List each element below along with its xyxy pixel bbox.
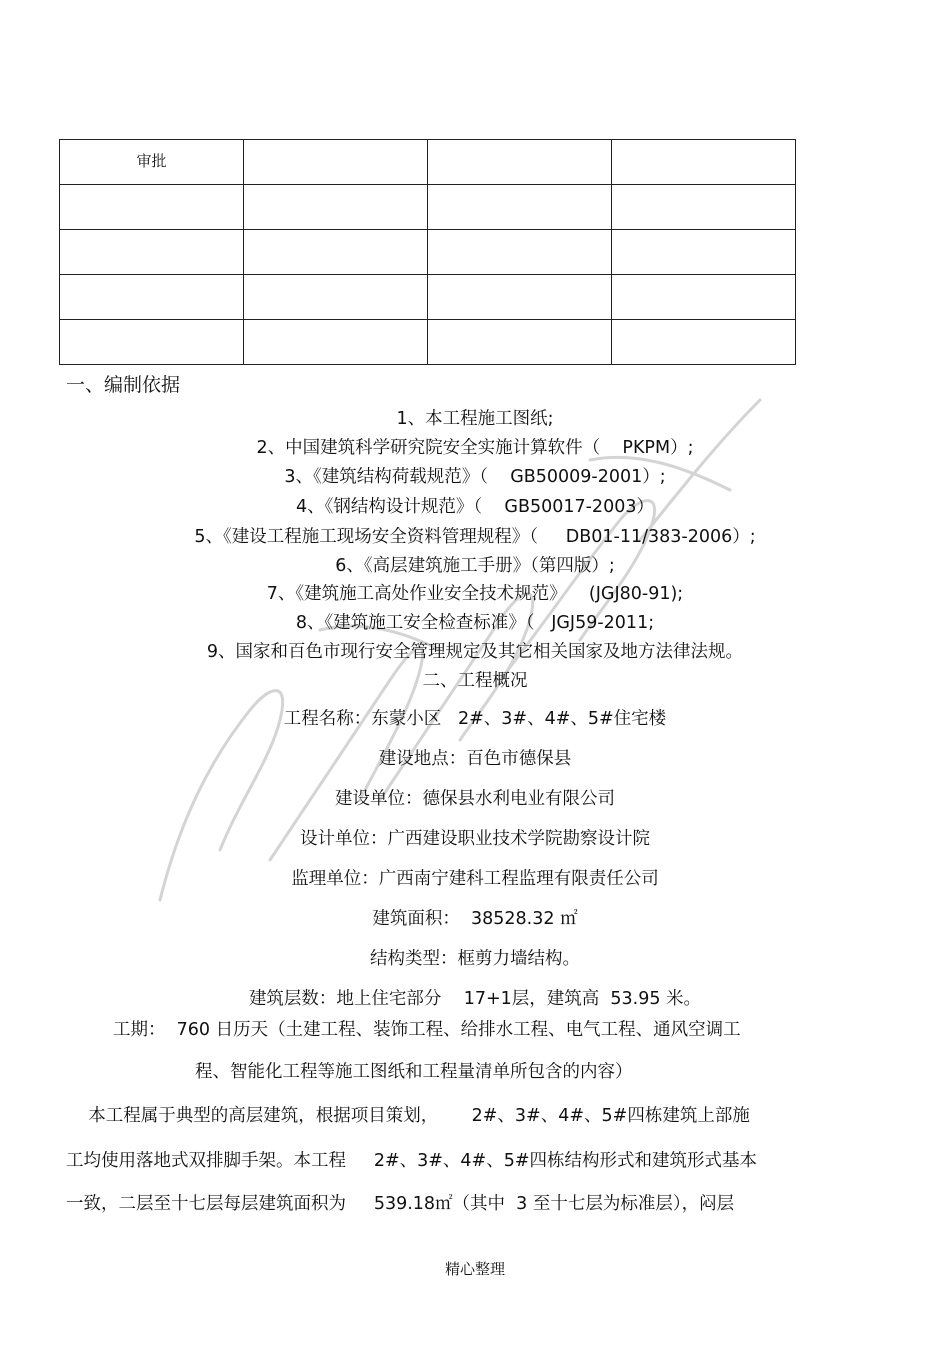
page-footer: 精心整理 xyxy=(444,1260,505,1278)
design-unit: 设计单位：广西建设职业技术学院勘察设计院 xyxy=(300,829,650,849)
construction-unit: 建设单位：德保县水利电业有限公司 xyxy=(335,789,615,809)
body-paragraph-line-2: 工均使用落地式双排脚手架。本工程 2#、3#、4#、5#四栋结构形式和建筑形式基本 xyxy=(66,1151,757,1171)
table-cell xyxy=(60,320,244,365)
project-name: 工程名称：东蒙小区 2#、3#、4#、5#住宅楼 xyxy=(283,709,667,729)
table-row xyxy=(60,230,796,275)
structure-type: 结构类型：框剪力墙结构。 xyxy=(370,949,580,969)
table-cell xyxy=(428,230,612,275)
basis-item-2: 2、中国建筑科学研究院安全实施计算软件（ PKPM）; xyxy=(256,438,694,458)
section-title-basis: 一、编制依据 xyxy=(66,374,181,396)
table-cell xyxy=(60,230,244,275)
table-cell xyxy=(244,185,428,230)
table-cell xyxy=(428,320,612,365)
approval-label: 审批 xyxy=(60,140,244,185)
table-cell xyxy=(612,275,796,320)
table-cell xyxy=(244,230,428,275)
table-row xyxy=(60,140,796,185)
basis-item-1: 1、本工程施工图纸; xyxy=(396,409,554,429)
table-row xyxy=(60,320,796,365)
basis-item-6: 6、《高层建筑施工手册》（第四版）; xyxy=(335,556,615,576)
section-title-overview: 二、工程概况 xyxy=(422,671,528,691)
table-cell xyxy=(612,185,796,230)
table-cell xyxy=(244,275,428,320)
building-floors: 建筑层数：地上住宅部分 17+1层，建筑高 53.95 米。 xyxy=(248,989,702,1009)
basis-item-9: 9、国家和百色市现行安全管理规定及其它相关国家及地方法律法规。 xyxy=(206,642,744,662)
table-cell xyxy=(428,275,612,320)
table-row xyxy=(60,275,796,320)
approval-table xyxy=(59,139,796,365)
basis-item-4: 4、《钢结构设计规范》（ GB50017-2003） xyxy=(296,497,654,517)
table-cell xyxy=(428,185,612,230)
table-cell xyxy=(612,230,796,275)
table-cell xyxy=(60,185,244,230)
table-cell xyxy=(60,275,244,320)
supervision-unit: 监理单位：广西南宁建科工程监理有限责任公司 xyxy=(291,869,659,889)
construction-period-cont: 程、智能化工程等施工图纸和工程量清单所包含的内容） xyxy=(195,1062,633,1082)
building-area: 建筑面积： 38528.32 ㎡ xyxy=(372,909,578,929)
table-cell xyxy=(612,320,796,365)
table-cell xyxy=(428,140,612,185)
basis-item-3: 3、《建筑结构荷载规范》（ GB50009-2001）; xyxy=(284,467,666,487)
table-row xyxy=(60,185,796,230)
body-paragraph-line-1: 本工程属于典型的高层建筑，根据项目策划， 2#、3#、4#、5#四栋建筑上部施 xyxy=(66,1106,750,1126)
table-cell xyxy=(612,140,796,185)
basis-item-5: 5、《建设工程施工现场安全资料管理规程》（ DB01-11/383-2006）; xyxy=(194,527,756,547)
table-cell xyxy=(244,140,428,185)
body-paragraph-line-3: 一致，二层至十七层每层建筑面积为 539.18㎡（其中 3 至十七层为标准层），闷层 xyxy=(66,1194,735,1214)
construction-period: 工期： 760 日历天（土建工程、装饰工程、给排水工程、电气工程、通风空调工 xyxy=(113,1020,741,1040)
project-location: 建设地点：百色市德保县 xyxy=(378,749,572,769)
basis-item-8: 8、《建筑施工安全检查标准》（ JGJ59-2011; xyxy=(295,613,655,633)
table-cell xyxy=(244,320,428,365)
basis-item-7: 7、《建筑施工高处作业安全技术规范》 (JGJ80-91); xyxy=(266,584,684,604)
